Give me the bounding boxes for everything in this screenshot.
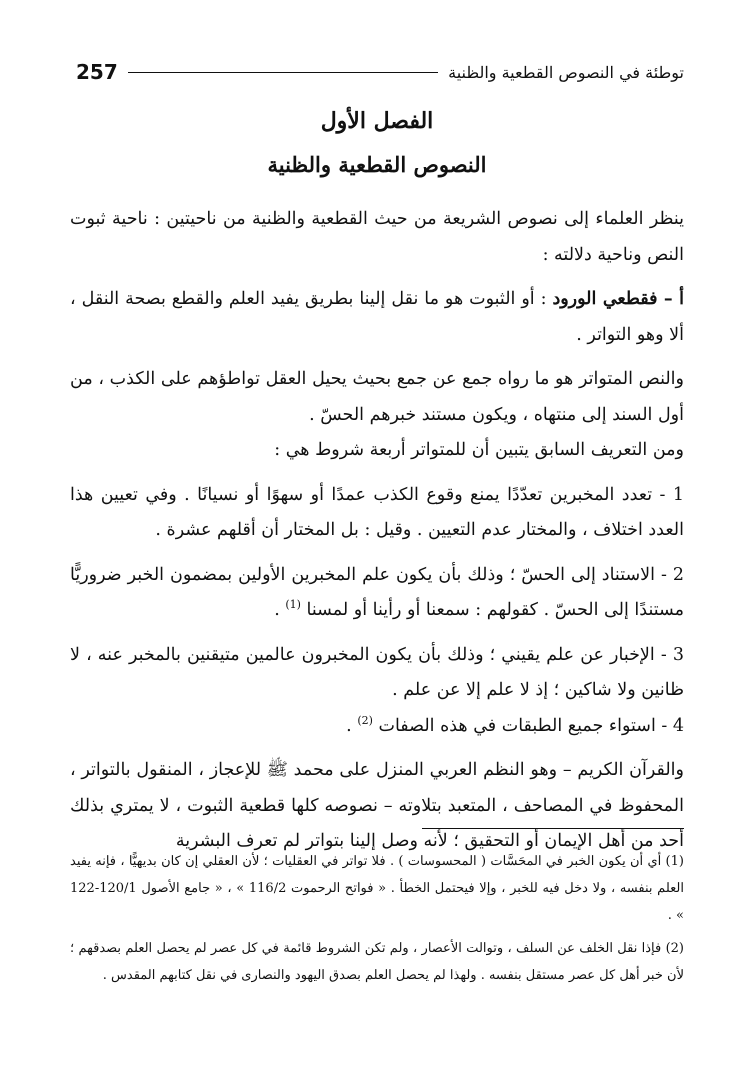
page-number: 257 xyxy=(76,60,118,84)
condition-4-end: . xyxy=(346,715,358,736)
condition-4 xyxy=(70,709,684,745)
paragraph-quran: والقرآن الكريم – وهو النظم العربي المنزل على محمد ﷺ للإعجاز ، المنقول بالتواتر ، المحفوظ في المصاحف ، المتعبد بتلاوته – نصوصه كلها قطعية الثبوت ، لا يمتري بذلك أحد من أهل الإيمان أو التحقيق ؛ لأنه وصل إلينا بتواتر لم تعرف البشرية xyxy=(70,760,684,851)
footnote-separator xyxy=(422,828,684,829)
condition-4-text: 4 - استواء جميع الطبقات في هذه الصفات xyxy=(378,715,684,736)
paragraph-intro: ينظر العلماء إلى نصوص الشريعة من حيث القطعية والظنية من ناحيتين : ناحية ثبوت النص وناحية دلالته : xyxy=(70,209,684,265)
header-rule xyxy=(128,72,438,73)
chapter-title: الفصل الأول xyxy=(320,108,434,134)
condition-2-end: . xyxy=(274,600,286,620)
footnote-ref-1[interactable]: (1) xyxy=(285,598,301,612)
condition-2-text: 2 - الاستناد إلى الحسّ ؛ وذلك بأن يكون علم المخبرين الأولين بمضمون الخبر ضروريًّا مستندًا إلى الحسّ . كقولهم : سمعنا أو رأينا أو لمسنا xyxy=(70,564,684,620)
paragraph-mutawatir: والنص المتواتر هو ما رواه جمع عن جمع بحيث يحيل العقل تواطؤهم على الكذب ، من أول السند إلى منتهاه ، ويكون مستند خبرهم الحسّ . xyxy=(70,369,684,425)
paragraph-conditions-intro: ومن التعريف السابق يتبين أن للمتواتر أربعة شروط هي : xyxy=(274,440,684,460)
running-title: توطئة في النصوص القطعية والظنية xyxy=(448,62,684,82)
footnote-2: (2) فإذا نقل الخلف عن السلف ، وتوالت الأعصار ، ولم تكن الشروط قائمة في كل عصر لم يحصل العلم بصدقهم ؛ لأن خبر أهل كل عصر مستقل بنفسه . ولهذا لم يحصل العلم بصدق اليهود والنصارى في نقل كتابهم المقدس . xyxy=(70,941,684,983)
running-header xyxy=(76,56,684,88)
body-text xyxy=(70,202,684,860)
condition-2 xyxy=(70,558,684,629)
footnote-1: (1) أي أن يكون الخبر في المحَسَّات ( المحسوسات ) . فلا تواتر في العقليات ؛ لأن العقلي إن كان بديهيًّا ، فإنه يفيد العلم بنفسه ، ولا دخل فيه للخبر ، وإلا فيحتمل الخطأ . « فواتح الرحموت 116/2 » ، « جامع الأصول 120/1-122 » . xyxy=(70,854,684,923)
section-title: النصوص القطعية والظنية xyxy=(267,152,487,177)
condition-3: 3 - الإخبار عن علم يقيني ؛ وذلك بأن يكون المخبرون عالمين متيقنين بالمخبر عنه ، لا ظانين ولا شاكين ؛ إذ لا علم إلا عن علم . xyxy=(70,644,684,700)
term-qati-al-wurud: أ – فقطعي الورود xyxy=(552,289,684,309)
definition-text: : أو الثبوت هو ما نقل إلينا بطريق يفيد العلم والقطع بصحة النقل ، ألا وهو التواتر . xyxy=(70,289,684,345)
condition-1: 1 - تعدد المخبرين تعدّدًا يمنع وقوع الكذب عمدًا أو سهوًا أو نسيانًا . وفي تعيين هذا العدد اختلاف ، والمختار عدم التعيين . وقيل : بل المختار أن أقلهم عشرة . xyxy=(70,484,684,540)
footnote-ref-2[interactable]: (2) xyxy=(357,713,373,727)
paragraph-qati-al-wurud xyxy=(70,282,684,353)
footnotes xyxy=(70,848,684,989)
